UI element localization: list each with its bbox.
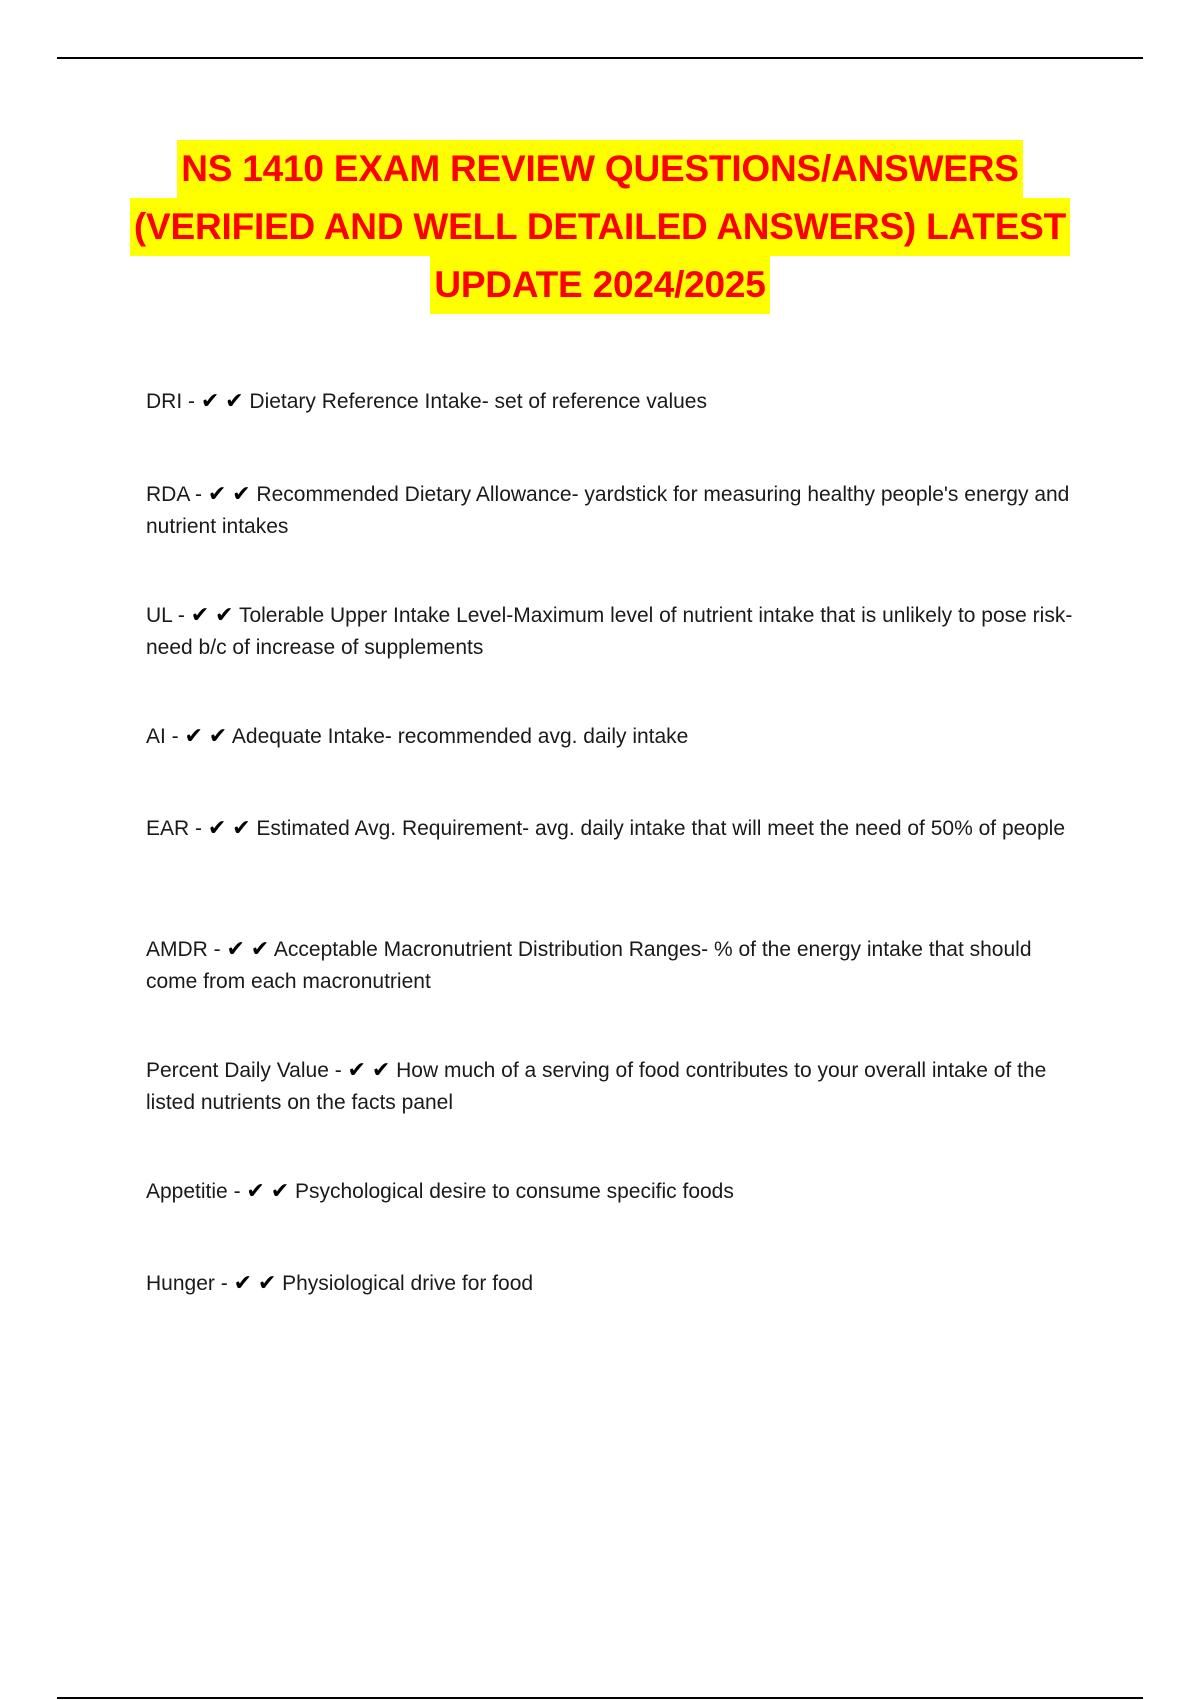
checkmark-icon: ✔	[232, 482, 251, 507]
checkmark-icon: ✔	[207, 816, 227, 841]
checkmark-icon: ✔	[215, 603, 234, 628]
qa-answer: How much of a serving of food contributes to your overall intake of the listed nutrients on the facts panel	[146, 1059, 1047, 1114]
qa-term: DRI	[146, 390, 183, 413]
qa-term: AI	[146, 725, 166, 748]
checkmark-icon: ✔	[371, 1058, 391, 1083]
qa-term: RDA	[146, 483, 190, 506]
qa-answer: Tolerable Upper Intake Level-Maximum level of nutrient intake that is unlikely to pose risk- need b/c of increase of supplements	[146, 604, 1073, 659]
qa-item	[146, 600, 1086, 664]
qa-answer: Recommended Dietary Allowance- yardstick for measuring healthy people's energy and nutrient intakes	[146, 483, 1070, 538]
term-separator: -	[182, 390, 201, 413]
title-line-3: UPDATE 2024/2025	[430, 256, 769, 314]
qa-answer: Acceptable Macronutrient Distribution Ranges- % of the energy intake that should come from each macronutrient	[146, 938, 1032, 993]
qa-item	[146, 813, 1086, 845]
qa-answer: Dietary Reference Intake- set of reference values	[249, 390, 707, 413]
term-separator: -	[165, 725, 185, 748]
title-line-2: (VERIFIED AND WELL DETAILED ANSWERS) LATEST	[130, 198, 1070, 256]
checkmark-icon: ✔	[200, 389, 220, 414]
qa-answer: Estimated Avg. Requirement- avg. daily intake that will meet the need of 50% of people	[256, 817, 1066, 840]
checkmark-icon: ✔	[246, 1179, 265, 1204]
qa-term: AMDR	[146, 938, 208, 961]
qa-item	[146, 1055, 1086, 1119]
top-divider	[57, 57, 1143, 59]
term-separator: -	[189, 483, 208, 506]
checkmark-icon: ✔	[257, 1271, 277, 1296]
qa-answer: Adequate Intake- recommended avg. daily intake	[231, 725, 689, 748]
document-title	[100, 140, 1100, 314]
qa-item	[146, 386, 1086, 418]
term-separator: -	[214, 1272, 234, 1295]
qa-term: Appetitie	[146, 1180, 228, 1203]
checkmark-icon: ✔	[233, 1271, 252, 1296]
term-separator: -	[227, 1180, 247, 1203]
checkmark-icon: ✔	[250, 937, 270, 962]
qa-answer: Psychological desire to consume specific foods	[294, 1180, 734, 1203]
qa-term: Percent Daily Value	[146, 1059, 329, 1082]
checkmark-icon: ✔	[347, 1058, 366, 1083]
term-separator: -	[172, 604, 191, 627]
checkmark-icon: ✔	[225, 389, 244, 414]
qa-item	[146, 479, 1086, 543]
qa-answer: Physiological drive for food	[282, 1272, 534, 1295]
qa-item	[146, 1176, 1086, 1208]
term-separator: -	[328, 1059, 348, 1082]
qa-term: EAR	[146, 817, 190, 840]
checkmark-icon: ✔	[208, 724, 228, 749]
qa-term: Hunger	[146, 1272, 215, 1295]
checkmark-icon: ✔	[226, 937, 245, 962]
title-line-1: NS 1410 EXAM REVIEW QUESTIONS/ANSWERS	[177, 140, 1023, 198]
qa-item	[146, 934, 1086, 998]
term-separator: -	[207, 938, 227, 961]
checkmark-icon: ✔	[270, 1179, 290, 1204]
qa-item	[146, 721, 1086, 753]
term-separator: -	[189, 817, 208, 840]
checkmark-icon: ✔	[184, 724, 203, 749]
bottom-divider	[57, 1697, 1143, 1699]
checkmark-icon: ✔	[232, 816, 251, 841]
checkmark-icon: ✔	[190, 603, 210, 628]
qa-item	[146, 1268, 1086, 1300]
qa-term: UL	[146, 604, 173, 627]
checkmark-icon: ✔	[207, 482, 227, 507]
